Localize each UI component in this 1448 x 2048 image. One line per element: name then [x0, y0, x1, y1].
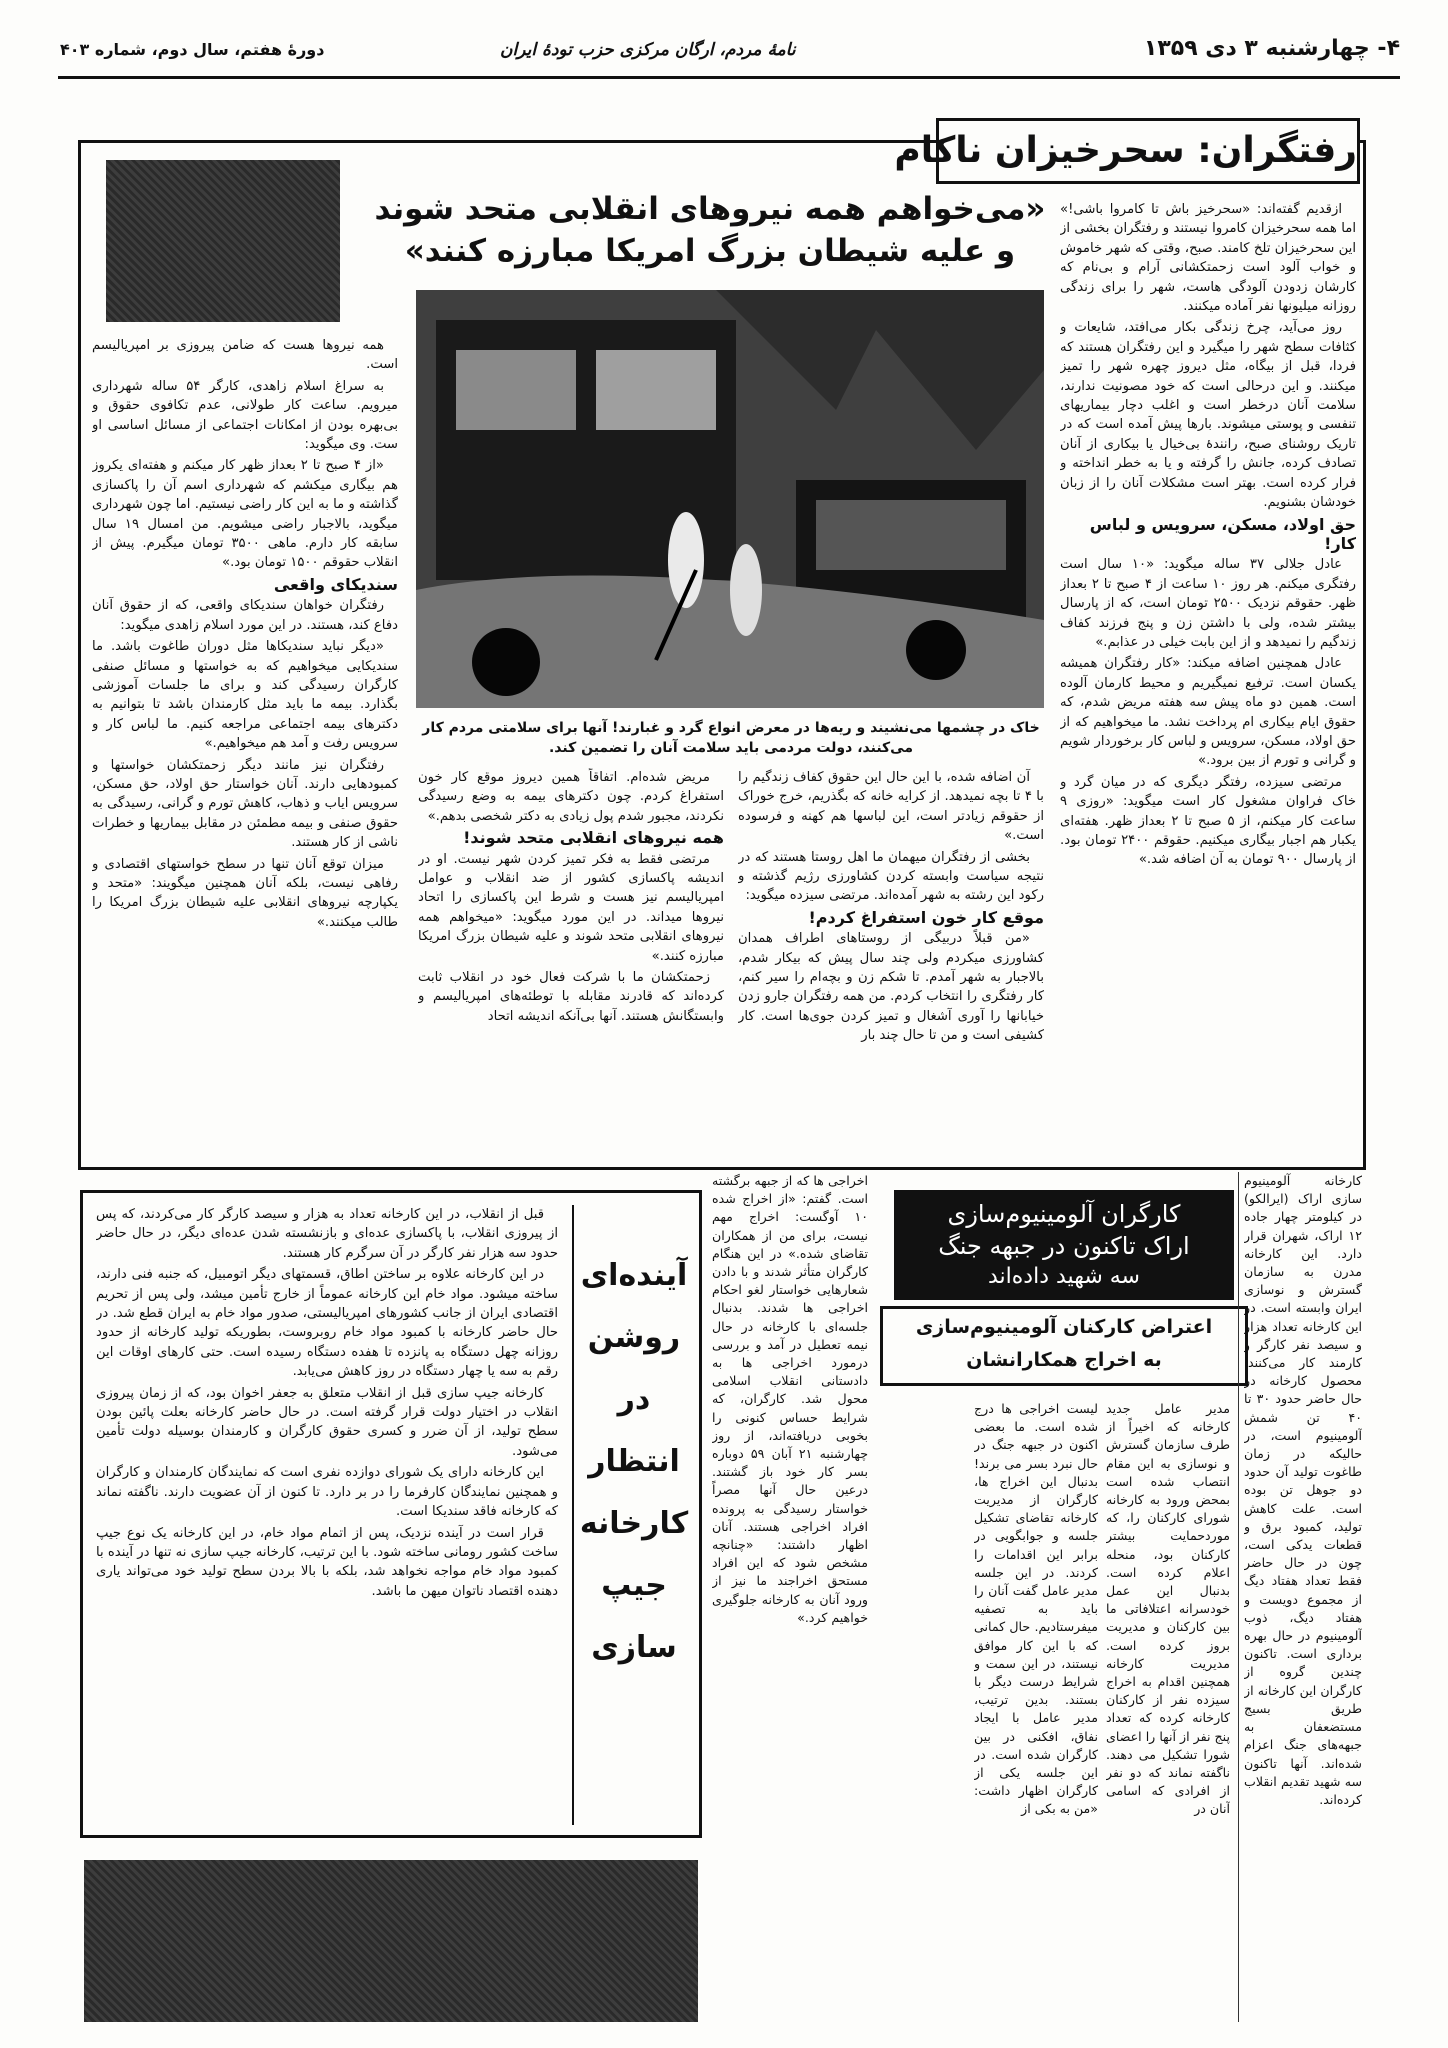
paragraph: «از ۴ صبح تا ۲ بعداز ظهر کار میکنم و هفته‌ای یکروز هم بیگاری میکشم که شهرداری اسم آن را پاکسازی گذاشته و ما به این کار راضی نیستیم. اما چون شهرداری میگوید، بالاجبار راضی میشویم. من امسال ۱۹ سال سابقه کار دارم. ماهی ۳۵۰۰ تومان میگیرم. پیش از انقلاب حقوقم ۱۵۰۰ تومان بود.» [92, 458, 398, 571]
subheading: حق اولاد، مسکن، سرویس و لباس کار! [1089, 514, 1356, 553]
jeep-title-line: کارخانه [579, 1506, 689, 1541]
jeep-title-line: روشن [587, 1320, 681, 1355]
paragraph: قرار است در آینده نزدیک، پس از اتمام مواد خام، در این کارخانه یک نوع جیپ ساخت کشور رومانی ساخته شود. با این ترتیب، کارخانه جیپ سازی نه تنها در آینده با کمبود مواد خام مواجه نخواهد شد، بلکه با بالا بردن سطح تولید خود می‌تواند یاری دهنده اقتصاد ناتوان میهن ما باشد. [96, 1525, 558, 1599]
jeep-title-line: انتظار [588, 1444, 680, 1479]
article-col-mid-left [418, 768, 724, 1156]
dark-block-top [106, 160, 340, 322]
page-date: ۴- چهارشنبه ۳ دی ۱۳۵۹ [1143, 36, 1400, 61]
subheading: همه نیروهای انقلابی متحد شوند! [463, 828, 724, 848]
paper-name: نامهٔ مردم، ارگان مرکزی حزب تودهٔ ایران [500, 40, 796, 60]
article-col-mid-right [738, 768, 1044, 1156]
dark-block-bottom [84, 1860, 698, 2022]
subheading: سندیکای واقعی [273, 574, 398, 594]
jeep-title-line: در [617, 1382, 651, 1417]
alu-title-line: اراک تاکنون در جبهه جنگ [938, 1232, 1190, 1260]
headline-line-1: «می‌خواهم همه نیروهای انقلابی متحد شوند [374, 191, 1046, 227]
alu-col-3: مدیر عامل جدید کارخانه که اخیراً از طرف سازمان گسترش و نوسازی به این مقام انتصاب شده است بمحض ورود به کارخانه شورای کارکنان را، که موردحمایت بیشتر کارکنان بود، منحله اعلام کرده است. بدنبال این عمل خودسرانه اعتلافاتی ما بین کارکنان و مدیریت بروز کرده است. مدیریت کارخانه همچنین اقدام به اخراج سیزده نفر از کارکنان کارخانه کرده که تعداد پنج نفر از آنها را اعضای شورا تشکیل می دهند. ناگفته نماند که دو نفر از افرادی که اسامی آنان در [1106, 1401, 1230, 1817]
alu-col-1b [876, 1400, 966, 2022]
subheading: موقع کار خون استفراغ کردم! [808, 907, 1044, 927]
alu-subtitle-line: به اخراج همکارانشان [966, 1349, 1162, 1371]
alu-col-1: اخراجی ها که از جبهه برگشته است. گفتم: «از اخراج شده ۱۰ آوگست: اخراج مهم نیست، برای من از همکاران تقاضای شده.» در این هنگام کارگران متأثر شدند و با دادن شعارهایی خواستار لغو احکام اخراجی ها شدند. بدنبال جلسه‌ای با کارخانه در حال نیمه تعطیل در آمد و بررسی درمورد اخراجی ها به دادستانی انقلاب اسلامی محول شد. کارگران، که شرایط حساس کنونی را بخوبی دریافته‌اند، از روز چهارشنبه ۲۱ آبان ۵۹ دوباره بسر کار خود باز گشتند. درعین حال آنها مصراً خواستار رسیدگی به پرونده افراد اخراجی هستند. آنان اظهار داشتند: «چنانچه مشخص شود که این افراد مستحق اخراجند ما نیز از ورود آنان به کارخانه جلوگیری خواهیم کرد.» [712, 1173, 868, 1625]
paragraph: به سراغ اسلام زاهدی، کارگر ۵۴ ساله شهرداری میرویم. ساعت کار طولانی، عدم تکافوی حقوق و بی‌بهره بودن از امکانات اجتماعی از مسائل اساسی او ست. وی میگوید: [92, 378, 398, 453]
paragraph: همه نیروها هست که ضامن پیروزی بر امپریالیسم است. [92, 338, 398, 373]
street-sweepers-photo [416, 290, 1044, 708]
alu-title-line: کارگران آلومینیوم‌سازی [947, 1200, 1181, 1228]
paragraph: این کارخانه دارای یک شورای دوازده نفری است که نمایندگان کارمندان و کارگران و همچنین نمایندگان کارفرما را در بر دارد. تا کنون از آن عضویت دارند. ناگفته نماند که کارخانه فاقد سندیکا است. [96, 1465, 558, 1520]
paragraph: بخشی از رفتگران میهمان ما اهل روستا هستند که در نتیجه سیاست وابسته کردن کشاورزی رژیم گذشته و رکود این رشته به شهر آمده‌اند. مرتضی سیزده میگوید: [738, 849, 1044, 904]
jeep-title-line: آینده‌ای [580, 1258, 688, 1293]
article-col-right [1060, 200, 1356, 1150]
masthead [60, 32, 1400, 72]
jeep-title-line: جیپ [601, 1568, 667, 1603]
paragraph: میزان توقع آنان تنها در سطح خواستهای اقتصادی و رفاهی نیست، بلکه آنان همچنین میگویند: «متحد و یکپارچه نیروهای انقلابی علیه شیطان بزرگ امریکا را طالب میکنند.» [92, 856, 398, 930]
article-col-left [92, 336, 398, 1156]
jeep-title-line: سازی [591, 1630, 677, 1665]
alu-col-rule [1238, 1172, 1239, 2022]
photo-caption: خاک در چشمها می‌نشیند و ریه‌ها در معرض انواع گرد و غبارند! آنها برای سلامتی مردم کار می‌کنند، دولت مردمی باید سلامت آنان را تضمین کند. [422, 720, 1040, 756]
paragraph: عادل جلالی ۳۷ ساله میگوید: «۱۰ سال است رفتگری میکنم. هر روز ۱۰ ساعت از ۴ صبح تا ۲ بعداز ظهر. حقوقم نزدیک ۲۵۰۰ تومان است، که از پارسال بیشتر شده، ولی با داشتن زن و پنج فرزند کفاف زندگیم را نمیدهد و از این بابت خیلی در عذابم.» [1060, 557, 1356, 650]
paragraph: «دیگر نباید سندیکاها مثل دوران طاغوت باشد. ما سندیکایی میخواهیم که به خواستها و مسائل صنفی کارگران رسیدگی کند و برای ما جلسات آموزشی بگذارد. بیمه ما باید مثل کارمندان باشد تا بتوانیم به دکترهای بیمه اجتماعی مراجعه کنیم. ما لباس کار و سرویس رفت و آمد هم میخواهیم.» [92, 639, 398, 752]
paragraph: روز می‌آید، چرخ زندگی بکار می‌افتد، شایعات و کثافات سطح شهر را میگیرد و این رفتگران هستند که فردا، قبل از بیگاه، مثل دیروز چهره شهر را تمیز میکنند. و این درحالی است که خود مصونیت ندارند، سلامت آنان درخطر است و اغلب دچار بیماریهای تنفسی و پوستی میشوند. بارها پیش آمده است که در تاریک روشنای صبح، رانندهٔ بی‌خیال یا بیکاری از آنان تصادف کرده، جانش را گرفته و یا به خطر انداخته و فرار کرده است. بهتر است مشکلات آنان را از زبان خودشان بشنویم. [1060, 320, 1356, 511]
headline-line-2: و علیه شیطان بزرگ امریکا مبارزه کنند» [404, 233, 1016, 269]
paragraph: مرتضی فقط به فکر تمیز کردن شهر نیست. او در اندیشه پاکسازی کشور از ضد انقلاب و عوامل امپریالیسم نیز هست و شرط این پاکسازی را اتحاد نیروها میداند. در این مورد میگوید: «میخواهم همه نیروهای انقلابی متحد شوند و علیه شیطان بزرگ امریکا مبارزه کنند.» [418, 851, 724, 964]
paragraph: رفتگران نیز مانند دیگر زحمتکشان خواستها و کمبودهایی دارند. آنان خواستار حق اولاد، حق مسکن، سرویس ایاب و ذهاب، کاهش تورم و گرانی، رسیدگی به حقوق صنفی و بیمه مطمئن در مقابل بیماریها و خطرات ناشی از کار هستند. [92, 757, 398, 851]
headline [360, 188, 1060, 272]
paragraph: آن اضافه شده، با این حال این حقوق کفاف زندگیم را با ۴ تا بچه نمیدهد. از کرایه خانه که بگذریم، خرج خوراک از حقوقم زیادتر است، این لباسها هم کهنه و فرسوده است.» [738, 770, 1044, 844]
alu-col-2: لیست اخراجی ها درج شده است. ما بعضی اکنون در جبهه جنگ در حال نبرد بسر می برند! بدنبال این اخراج ها، کارگران از مدیریت کارخانه تقاضای تشکیل جلسه و جوابگویی در برابر این اقدامات را کردند. در این جلسه مدیر عامل گفت آنان را باید به تصفیه میفرستادیم. حال کمانی که با این کار موافق نیستند، در این سمت و شرایط درست دیگر با بستند. بدین ترتیب، مدیر عامل با ایجاد نفاق، افکنی در بین کارگران شده است. در این جلسه یکی از کارگران اظهار داشت: «من به بکی از [974, 1401, 1098, 1817]
paragraph: مرتضی سیزده، رفتگر دیگری که در میان گرد و خاک فراوان مشغول کار است میگوید: «روزی ۹ ساعت کار میکنم، از ۵ صبح تا ۲ بعداز ظهر. هفته‌ای یکبار هم اجبار بیگاری میکنیم. حقوقم ۲۴۰۰ تومان بود. از پارسال ۹۰۰ تومان به آن اضافه شد.» [1060, 774, 1356, 868]
paragraph: عادل همچنین اضافه میکند: «کار رفتگران همیشه یکسان است. ترفیع نمیگیریم و محیط کارمان آلوده است. همین دو ماه پیش سه هفته مریض شدم، که حقوق ایام بیکاری ام پرداخت نشد. ما میخواهیم که از حق اولاد، مسکن، سرویس و لباس کار برخوردار شویم و گرانی و تورم از بین برود.» [1060, 656, 1356, 769]
masthead-rule [58, 76, 1400, 79]
jeep-body [96, 1205, 558, 1825]
photo-illustration [416, 290, 1044, 708]
paragraph: «من قبلاً دربیگی از روستاهای اطراف همدان کشاورزی میکردم ولی چند سال پیش که بیکار شدم، بالاجبار به شهر آمدم. تا شکم زن و بچه‌ام را سیر کنم، کار رفتگری را انتخاب کردم. من همه رفتگران جارو زدن خیابانها را آوری آشغال و تمیز کردن جوی‌ها است. کار کشیفی است و من تا حال چند بار [738, 931, 1044, 1044]
paragraph: قبل از انقلاب، در این کارخانه تعداد به هزار و سیصد کارگر کار می‌کردند، که پس از پیروزی انقلاب، با پاکسازی عده‌ای و بازنشسته شدن عده‌ای دیگر، در حال حاضر حدود سه هزار نفر کارگر در آن سرگرم کار هستند. [96, 1207, 558, 1261]
paragraph: کارخانه جیپ سازی قبل از انقلاب متعلق به جعفر اخوان بود، که از زمان پیروزی انقلاب در اختیار دولت قرار گرفته است. در حال حاضر کارخانه بعلت پائین بودن سطح تولید، از آن ضرر و کسری حقوق کارگران و کارمندان بوسیله دولت تأمین می‌شود. [96, 1385, 558, 1459]
paragraph: در این کارخانه علاوه بر ساختن اطاق، قسمتهای دیگر اتومبیل، که جنبه فنی دارند، ساخته میشود. مواد خام این کارخانه عموماً از خارج تأمین میشد، ولی پس از تحریم اقتصادی ایران از جانب کشورهای امپریالیستی، صدور مواد خام به ایران قطع شد. در حال حاضر کارخانه با کمبود مواد خام روبروست، بطوریکه تولید کارخانه از حدود روزانه چهل دستگاه به پانزده تا هفده دستگاه رسیده است. حتی کارهای اوقات این رقم به سه یا چهار دستگاه در روز کاهش می‌یابد. [96, 1267, 558, 1380]
alu-subtitle-line: اعتراض کارکنان آلومینیوم‌سازی [915, 1316, 1213, 1338]
paragraph: زحمتکشان ما با شرکت فعال خود در انقلاب ثابت کرده‌اند که قادرند مقابله با توطئه‌های امپریالیسم و وابستگانش هستند. آنها بی‌آنکه اندیشه اتحاد [418, 970, 724, 1024]
paragraph: مریض شده‌ام. اتفاقاً همین دیروز موقع کار خون استفراغ کردم. چون دکترهای بیمه به وضع رسیدگی نکردند، مجبور شدم پول زیادی به دکتر شخصی بدهم.» [418, 770, 724, 824]
paragraph: رفتگران خواهان سندیکای واقعی، که از حقوق آنان دفاع کند، هستند. در این مورد اسلام زاهدی میگوید: [92, 598, 398, 633]
alu-title-line: سه شهید داده‌اند [988, 1264, 1140, 1289]
article-kicker: رفتگران: سحرخیزان ناکام [894, 130, 1357, 171]
issue-number: دورهٔ هفتم، سال دوم، شماره ۴۰۳ [60, 40, 325, 59]
article-kicker-box [894, 118, 1360, 184]
alu-title-box [894, 1190, 1234, 1300]
alu-subtitle-box [880, 1306, 1248, 1386]
paragraph: ازقدیم گفته‌اند: «سحرخیز باش تا کامروا باشی!» اما همه سحرخیزان کامروا نیستند و رفتگران بخشی از این سحرخیزان تلخ کامند. صبح، وقتی که شهر خاموش و خواب آلود است زحمتکشانی آرام و بی‌نام که کارشان زدودن آلودگی هاست، شهر را برای زندگی روزانه میلیونها نفر آماده میکنند. [1060, 202, 1356, 315]
jeep-title [572, 1205, 694, 1825]
alu-col-4: کارخانه آلومینیوم سازی اراک (ایرالکو) در کیلومتر چهار جاده ۱۲ اراک، شهران قرار دارد. این کارخانه مدرن به سازمان گسترش و نوسازی ایران وابسته است. در این کارخانه تعداد هزار و سیصد نفر کارگر و کارمند کار می‌کنند. محصول کارخانه در حال حاضر حدود ۳۰ تا ۴۰ تن شمش آلومینیوم است، در حالیکه در زمان طاغوت تولید آن حدود دو جوهل تن بوده است. علت کاهش تولید، کمبود برق و قطعات یدکی است، چون در حال حاضر فقط تعداد هفتاد دیگ از مجموع دویست و هفتاد دیگ، ذوب آلومینیوم در حال بهره برداری است. تاکنون چندین گروه از کارگران این کارخانه از طریق بسیج مستضعفان به جبهه‌های جنگ اعزام شده‌اند. آنها تاکنون سه شهید تقدیم انقلاب کرده‌اند. [1244, 1173, 1362, 1807]
